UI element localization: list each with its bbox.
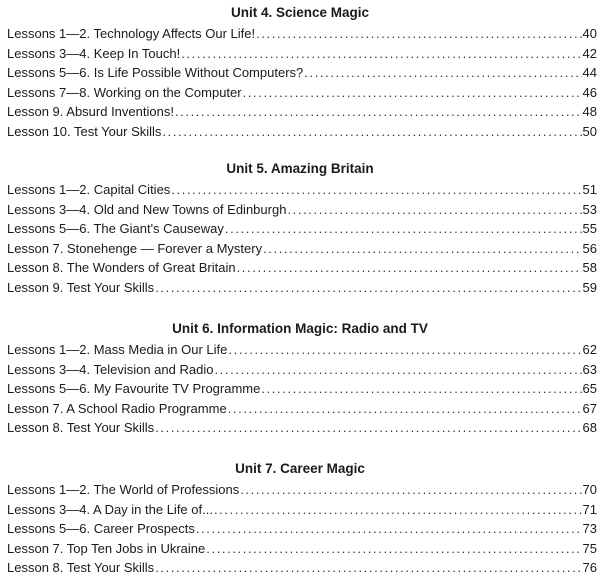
toc-entry <box>0 102 600 122</box>
lesson-title: Lessons 5—6. My Favourite TV Programme <box>7 381 261 396</box>
dot-leader <box>175 102 582 122</box>
toc-entry <box>0 558 600 578</box>
page-number: 62 <box>582 342 597 357</box>
toc-entry <box>0 180 600 200</box>
lesson-title: Lesson 9. Absurd Inventions! <box>7 104 174 119</box>
toc-entry <box>0 219 600 239</box>
unit-title: Unit 7. Career Magic <box>235 461 365 476</box>
lesson-title: Lesson 8. The Wonders of Great Britain <box>7 260 236 275</box>
dot-leader <box>206 539 581 559</box>
dot-leader <box>287 200 581 220</box>
page-number: 48 <box>582 104 597 119</box>
toc-entry <box>0 360 600 380</box>
page-number: 44 <box>582 65 597 80</box>
lesson-title: Lesson 7. A School Radio Programme <box>7 400 227 416</box>
lesson-title: Lessons 5—6. Is Life Possible Without Computers? <box>7 65 304 80</box>
lesson-title: Lesson 7. Stonehenge — Forever a Mystery <box>7 240 263 256</box>
page-number: 75 <box>582 540 597 556</box>
toc-entry <box>0 278 600 298</box>
dot-leader <box>155 418 581 438</box>
lesson-title: Lessons 3—4. A Day in the Life of... <box>7 501 213 517</box>
dot-leader <box>171 180 581 200</box>
lesson-title: Lessons 1—2. The World of Professions <box>7 482 240 497</box>
lesson-title: Lessons 5—6. Career Prospects <box>7 521 195 536</box>
dot-leader <box>225 219 582 239</box>
unit-6-section <box>0 318 600 438</box>
page-number: 76 <box>582 560 597 575</box>
page-number: 55 <box>582 221 597 236</box>
page-number: 70 <box>582 482 597 497</box>
lesson-title: Lessons 1—2. Capital Cities <box>7 182 171 197</box>
toc-entry <box>0 239 600 259</box>
dot-leader <box>214 360 581 380</box>
lesson-title: Lesson 8. Test Your Skills <box>7 420 155 435</box>
page-number: 42 <box>582 45 597 61</box>
lesson-title: Lessons 1—2. Technology Affects Our Life! <box>7 26 256 41</box>
lesson-title: Lesson 10. Test Your Skills <box>7 123 162 139</box>
page-number: 65 <box>582 381 597 396</box>
dot-leader <box>155 558 581 578</box>
dot-leader <box>181 44 581 64</box>
dot-leader <box>304 63 581 83</box>
page-number: 59 <box>582 279 597 295</box>
toc-entry <box>0 539 600 559</box>
dot-leader <box>256 24 581 44</box>
page-number: 40 <box>582 26 597 41</box>
page-number: 58 <box>582 260 597 275</box>
page-number: 46 <box>582 84 597 100</box>
dot-leader <box>196 519 582 539</box>
dot-leader <box>243 83 582 103</box>
toc-entry <box>0 83 600 103</box>
toc-entry <box>0 24 600 44</box>
toc-entry <box>0 63 600 83</box>
lesson-title: Lessons 3—4. Old and New Towns of Edinburgh <box>7 201 287 217</box>
toc-entry <box>0 44 600 64</box>
lesson-title: Lesson 8. Test Your Skills <box>7 560 155 575</box>
toc-entry <box>0 480 600 500</box>
page-number: 50 <box>582 123 597 139</box>
unit-title: Unit 4. Science Magic <box>230 5 370 20</box>
lesson-title: Lessons 3—4. Keep In Touch! <box>7 45 181 61</box>
toc-entry <box>0 418 600 438</box>
lesson-title: Lessons 5—6. The Giant's Causeway <box>7 221 224 236</box>
dot-leader <box>162 122 581 142</box>
dot-leader <box>240 480 581 500</box>
dot-leader <box>214 500 582 520</box>
dot-leader <box>261 379 581 399</box>
dot-leader <box>228 399 582 419</box>
page-number: 56 <box>582 240 597 256</box>
dot-leader <box>237 258 582 278</box>
dot-leader <box>263 239 581 259</box>
lesson-title: Lessons 1—2. Mass Media in Our Life <box>7 342 228 357</box>
page-number: 71 <box>582 501 597 517</box>
dot-leader <box>155 278 581 298</box>
unit-4-section <box>0 2 600 141</box>
page-number: 73 <box>582 521 597 536</box>
toc-entry <box>0 519 600 539</box>
toc-entry <box>0 258 600 278</box>
lesson-title: Lesson 9. Test Your Skills <box>7 279 155 295</box>
toc-entry <box>0 379 600 399</box>
unit-5-section <box>0 158 600 297</box>
unit-title: Unit 5. Amazing Britain <box>226 161 374 176</box>
lesson-title: Lessons 7—8. Working on the Computer <box>7 84 242 100</box>
lesson-title: Lesson 7. Top Ten Jobs in Ukraine <box>7 540 206 556</box>
page-number: 51 <box>582 182 597 197</box>
unit-title: Unit 6. Information Magic: Radio and TV <box>172 321 428 336</box>
toc-entry <box>0 340 600 360</box>
toc-entry <box>0 399 600 419</box>
toc-entry <box>0 500 600 520</box>
page-number: 67 <box>582 400 597 416</box>
unit-7-section <box>0 458 600 578</box>
toc-entry <box>0 200 600 220</box>
dot-leader <box>228 340 581 360</box>
lesson-title: Lessons 3—4. Television and Radio <box>7 361 214 377</box>
page-number: 53 <box>582 201 597 217</box>
page-number: 68 <box>582 420 597 435</box>
toc-entry <box>0 122 600 142</box>
page-number: 63 <box>582 361 597 377</box>
